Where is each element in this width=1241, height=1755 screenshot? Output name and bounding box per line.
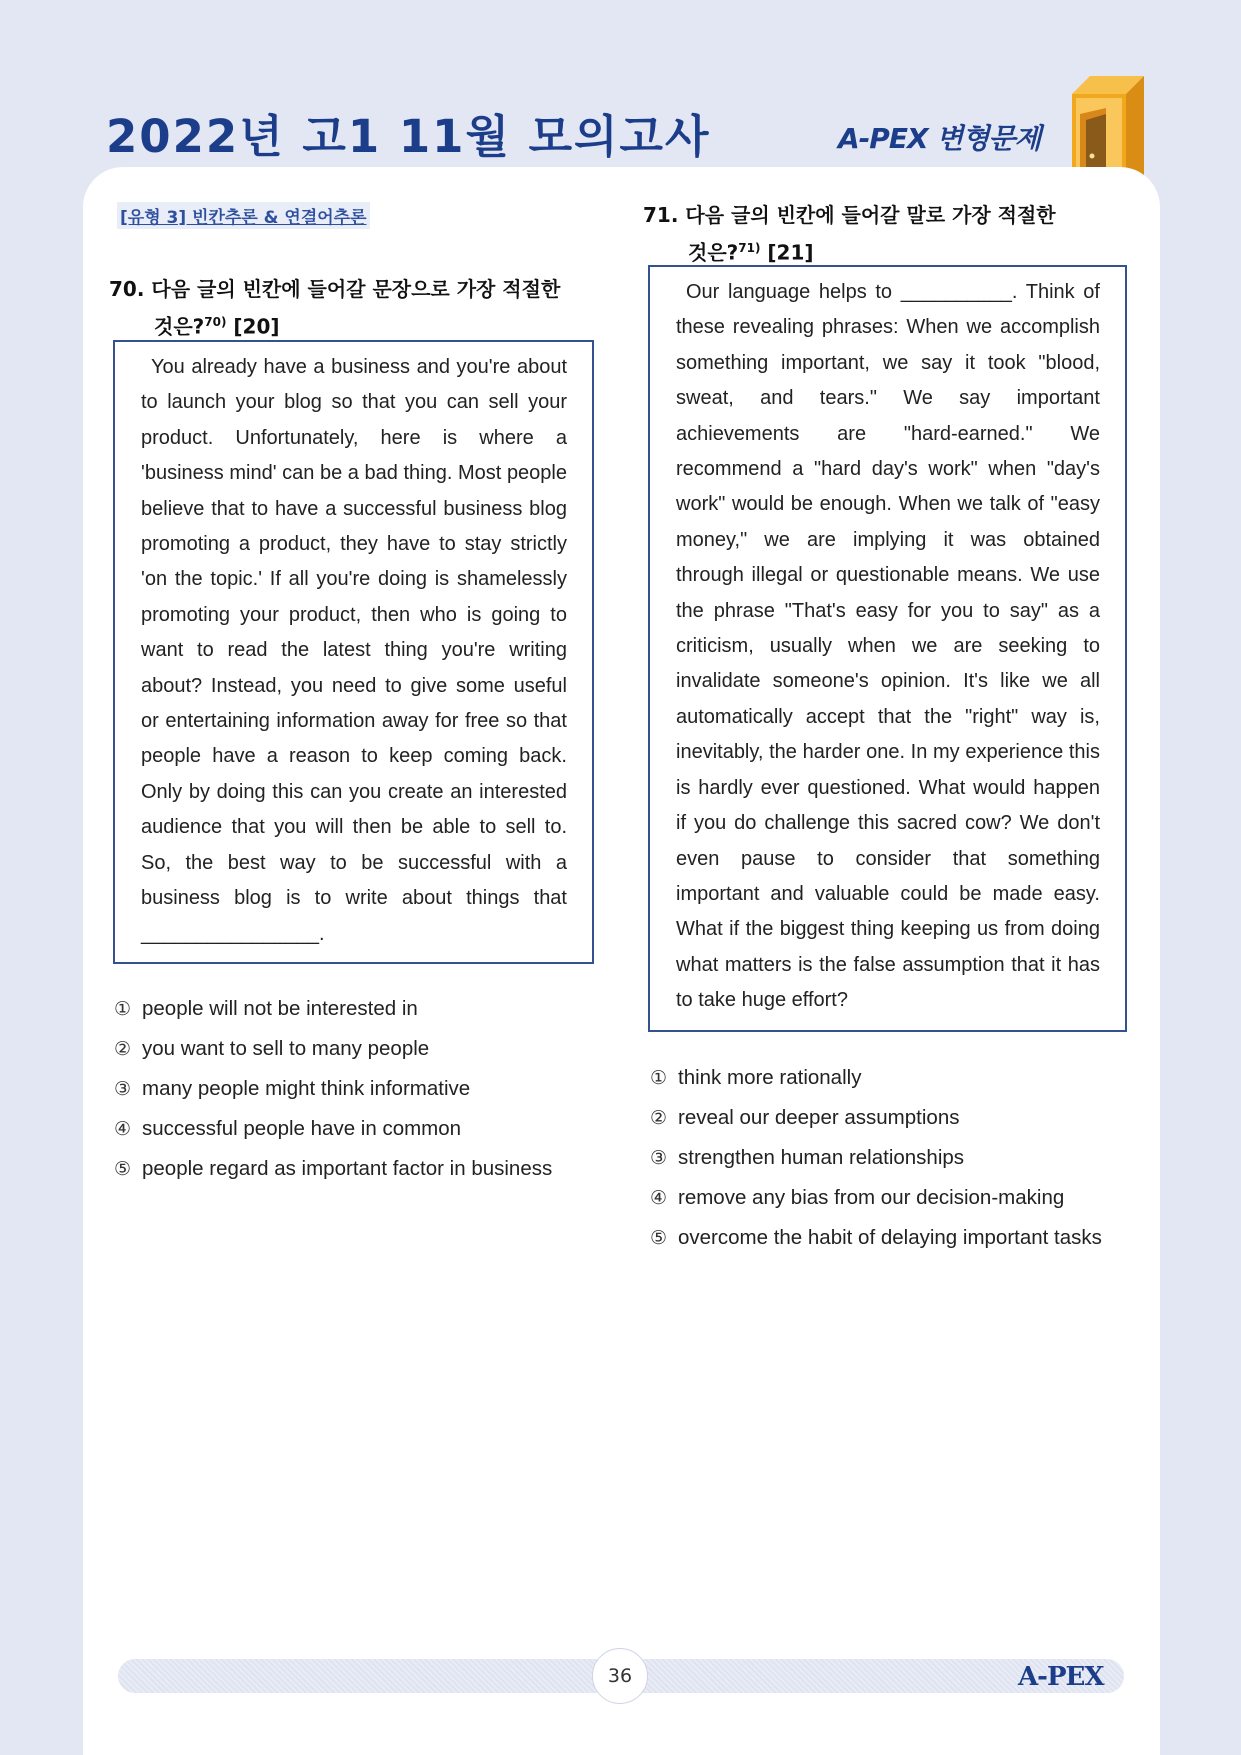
- question-number: 70.: [109, 277, 145, 301]
- footnote-marker: 70): [204, 315, 227, 329]
- question-number: 71.: [643, 203, 679, 227]
- option-text: many people might think informative: [142, 1077, 471, 1100]
- option-text: overcome the habit of delaying important tasks: [678, 1226, 1102, 1249]
- answer-option[interactable]: [650, 1138, 1102, 1178]
- question-70-passage: [113, 340, 594, 964]
- passage-text: You already have a business and you're about to launch your blog so that you can sell your product. Unfortunately, here is where a 'business mind' can be a bad thing. Most people believe that to have a successful business blog promoting a product, they have to stay strictly 'on the topic.' If all you're doing is shamelessly promoting your product, then who is going to want to read the latest thing you're writing about? Instead, you need to give some useful or entertaining information away for free so that people have a reason to keep coming back. Only by doing this can you create an interested audience that you will then be able to sell to. So, the best way to be successful with a business blog is to write about things that ________________.: [141, 356, 567, 945]
- answer-option[interactable]: [650, 1218, 1102, 1258]
- question-71-title: [643, 199, 1133, 270]
- option-number: ④: [114, 1118, 132, 1140]
- footer-logo: A-PEX: [1018, 1662, 1104, 1692]
- option-number: ③: [650, 1147, 668, 1169]
- question-text-line1: 다음 글의 빈칸에 들어갈 문장으로 가장 적절한: [151, 277, 561, 301]
- option-text: people regard as important factor in business: [142, 1157, 553, 1180]
- question-text-line2: 것은?: [688, 240, 739, 265]
- option-number: ②: [114, 1038, 132, 1060]
- answer-option[interactable]: [650, 1098, 1102, 1138]
- option-number: ⑤: [114, 1158, 132, 1180]
- question-70-options: [114, 989, 552, 1189]
- answer-option[interactable]: [114, 989, 552, 1029]
- option-number: ④: [650, 1187, 668, 1209]
- option-text: remove any bias from our decision-making: [678, 1186, 1065, 1209]
- page-title: 2022년 고1 11월 모의고사: [106, 110, 711, 163]
- answer-option[interactable]: [114, 1069, 552, 1109]
- page-number: 36: [592, 1648, 648, 1704]
- question-70-title: [109, 273, 609, 344]
- option-text: strengthen human relationships: [678, 1146, 965, 1169]
- answer-option[interactable]: [650, 1058, 1102, 1098]
- question-71-passage: [648, 265, 1127, 1032]
- option-number: ⑤: [650, 1227, 668, 1249]
- question-text-line1: 다음 글의 빈칸에 들어갈 말로 가장 적절한: [685, 203, 1056, 227]
- option-number: ①: [650, 1067, 668, 1089]
- question-type-heading: [유형 3] 빈칸추론 & 연결어추론: [117, 202, 370, 229]
- answer-option[interactable]: [650, 1178, 1102, 1218]
- question-71-options: [650, 1058, 1102, 1258]
- question-text-line2: 것은?: [154, 314, 205, 339]
- footnote-marker: 71): [738, 241, 761, 255]
- option-number: ③: [114, 1078, 132, 1100]
- passage-text: Our language helps to __________. Think of these revealing phrases: When we accomplish something important, we say it took "blood, sweat, and tears." We say important achievements are "hard-earned." We recommend a "hard day's work" when "day's work" would be enough. When we talk of "easy money," we are implying it was obtained through illegal or questionable means. We use the phrase "That's easy for you to say" as a criticism, usually when we are seeking to invalidate someone's opinion. It's like we all automatically accept that the "right" way is, inevitably, the harder one. In my experience this is hardly ever questioned. What would happen if you do challenge this sacred cow? We don't even pause to consider that something important and valuable could be made easy. What if the biggest thing keeping us from doing what matters is the false assumption that it has to take huge effort?: [676, 281, 1100, 1012]
- option-text: reveal our deeper assumptions: [678, 1106, 960, 1129]
- option-text: think more rationally: [678, 1066, 862, 1089]
- apex-badge: A-PEX 변형문제: [838, 122, 1041, 155]
- option-text: successful people have in common: [142, 1117, 462, 1140]
- option-number: ①: [114, 998, 132, 1020]
- answer-option[interactable]: [114, 1029, 552, 1069]
- option-number: ②: [650, 1107, 668, 1129]
- answer-option[interactable]: [114, 1149, 552, 1189]
- option-text: people will not be interested in: [142, 997, 418, 1020]
- question-source: [20]: [233, 314, 280, 339]
- option-text: you want to sell to many people: [142, 1037, 430, 1060]
- answer-option[interactable]: [114, 1109, 552, 1149]
- question-source: [21]: [767, 240, 814, 265]
